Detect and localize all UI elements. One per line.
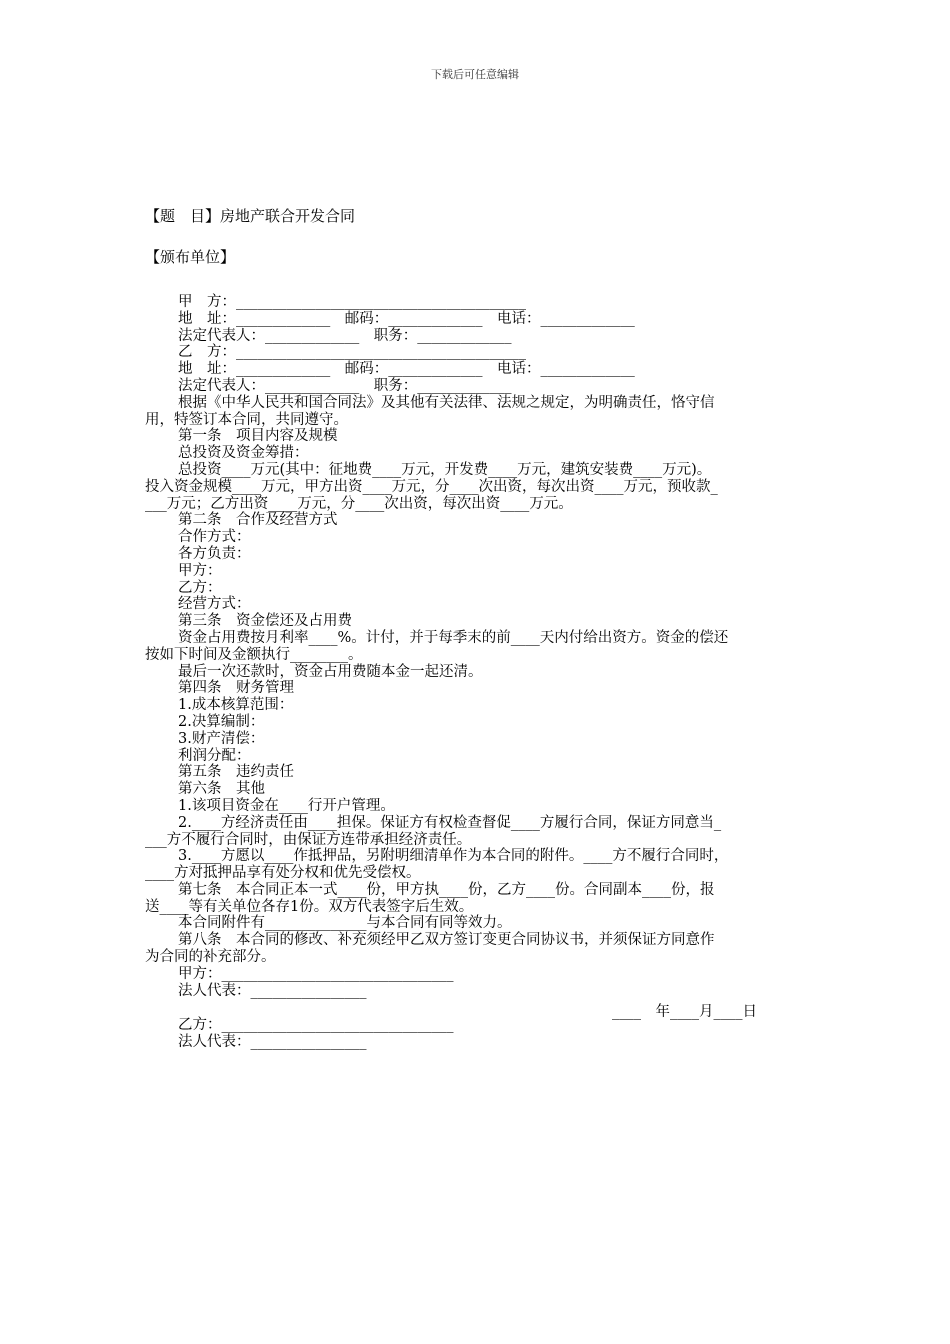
contract-line: 投入资金规模____万元，甲方出资____万元，分____次出资，每次出资____万元，预收款_ — [145, 478, 718, 495]
contract-line: 按如下时间及金额执行________。 — [145, 646, 363, 663]
contract-line: 乙 方：________________________________________ — [178, 344, 526, 361]
contract-line: 法人代表：________________ — [178, 1033, 367, 1050]
contract-line: 1.该项目资金在____行开户管理。 — [178, 797, 395, 814]
contract-line: 合作方式： — [178, 529, 251, 546]
contract-line: 送____等有关单位各存1份。双方代表签字后生效。 — [145, 898, 474, 915]
contract-line: 总投资____万元(其中：征地费____万元，开发费____万元，建筑安装费____万元)。 — [178, 461, 712, 478]
page-header-note: 下载后可任意编辑 — [431, 68, 519, 81]
contract-line: 乙方：________________________________ — [178, 1017, 454, 1033]
contract-line: 第二条 合作及经营方式 — [178, 512, 338, 529]
contract-line: 1.成本核算范围： — [178, 697, 294, 714]
contract-line: 本合同附件有______________与本合同有同等效力。 — [178, 915, 512, 932]
contract-line: 第四条 财务管理 — [178, 680, 294, 697]
contract-line: 第八条 本合同的修改、补充须经甲乙双方签订变更合同协议书，并须保证方同意作 — [178, 932, 715, 949]
contract-body — [145, 294, 810, 999]
contract-line: 法人代表：________________ — [178, 982, 367, 999]
contract-line: 利润分配： — [178, 747, 251, 764]
contract-line: ___万元；乙方出资____万元，分____次出资，每次出资____万元。 — [145, 495, 573, 512]
contract-line: 第一条 项目内容及规模 — [178, 428, 338, 445]
contract-line: 为合同的补充部分。 — [145, 949, 276, 966]
contract-line: 法定代表人：_____________ 职务：_____________ — [178, 377, 512, 394]
contract-line: ___方不履行合同时，由保证方连带承担经济责任。 — [145, 831, 472, 848]
contract-line: ____方对抵押品享有处分权和优先受偿权。 — [145, 865, 421, 882]
contract-line: 3.____方愿以____作抵押品，另附明细清单作为本合同的附件。____方不履行合同时， — [178, 848, 729, 865]
contract-line: 2.决算编制： — [178, 713, 265, 730]
contract-line: 第七条 本合同正本一式____份，甲方执____份，乙方____份。合同副本____份，报 — [178, 881, 715, 898]
contract-line: 地 址：_____________ 邮码：_____________ 电话：_____________ — [178, 361, 635, 378]
contract-line: 根据《中华人民共和国合同法》及其他有关法律、法规之规定，为明确责任，恪守信 — [178, 394, 715, 411]
contract-line: 甲方： — [178, 562, 222, 579]
contract-line: 最后一次还款时，资金占用费随本金一起还清。 — [178, 663, 483, 680]
contract-line: 经营方式： — [178, 596, 251, 613]
contract-line: 总投资及资金筹措： — [178, 445, 309, 462]
signature-block-party-b — [145, 1017, 810, 1051]
contract-line: 各方负责： — [178, 545, 251, 562]
contract-line: 用，特签订本合同，共同遵守。 — [145, 411, 348, 428]
issuer-label: 【颁布单位】 — [145, 248, 236, 266]
document-title: 【题 目】房地产联合开发合同 — [145, 207, 356, 225]
date-line: ____ 年____月____日 — [612, 1004, 757, 1020]
contract-line: 法定代表人：_____________ 职务：_____________ — [178, 327, 512, 344]
contract-line: 甲方：________________________________ — [178, 965, 454, 982]
contract-line: 第六条 其他 — [178, 781, 265, 798]
contract-line: 3.财产清偿： — [178, 730, 265, 747]
contract-line: 甲 方：________________________________________ — [178, 294, 526, 310]
contract-line: 第五条 违约责任 — [178, 764, 294, 781]
contract-line: 地 址：_____________ 邮码：_____________ 电话：_____________ — [178, 310, 635, 327]
contract-line: 资金占用费按月利率____%。计付，并于每季末的前____天内付给出资方。资金的偿还 — [178, 629, 729, 646]
contract-line: 第三条 资金偿还及占用费 — [178, 613, 352, 630]
contract-line: 乙方： — [178, 579, 222, 596]
contract-line: 2.____方经济责任由____担保。保证方有权检查督促____方履行合同，保证方同意当_ — [178, 814, 722, 831]
